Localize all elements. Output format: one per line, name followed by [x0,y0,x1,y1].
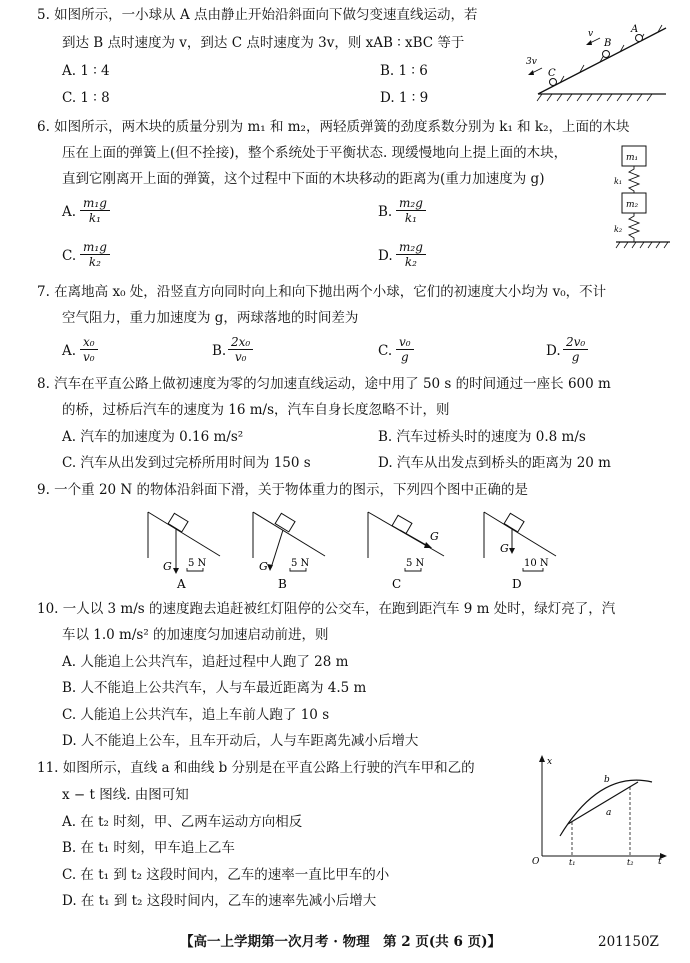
q6-spring-figure [612,142,674,260]
q6-option-b-fraction[interactable] [396,196,426,225]
q9-d-g-label: G [500,542,509,555]
q6-option-a-label[interactable]: A. [62,204,77,220]
footer-title: 【高一上学期第一次月考 · 物理 第 2 页(共 6 页)】 [180,934,501,950]
q7-option-a-num: x₀ [80,335,98,350]
q7-option-a-den: v₀ [83,350,95,364]
q11-label-t1: t₁ [569,858,576,867]
q11-option-c[interactable]: C. 在 t₁ 到 t₂ 这段时间内，乙车的速率一直比甲车的小 [62,867,390,883]
q7-stem-line1: 7. 在离地高 x₀ 处，沿竖直方向同时向上和向下抛出两个小球，它们的初速度大小均为 v₀，不计 [37,284,607,300]
q11-label-a: a [606,808,612,818]
q7-option-d-fraction[interactable] [563,335,588,364]
q9-figure-a[interactable] [140,508,230,590]
q10-option-c[interactable]: C. 人能追上公共汽车，追上车前人跑了 10 s [62,707,330,723]
q7-option-b-num: 2x₀ [228,335,253,350]
q9-a-letter: A [177,577,186,591]
q5-option-a[interactable]: A. 1 ∶ 4 [62,63,110,79]
q6-option-a-fraction[interactable] [80,196,110,225]
q8-stem-line1: 8. 汽车在平直公路上做初速度为零的匀加速直线运动，途中用了 50 s 的时间通过一座长 600 m [37,376,611,392]
q5-label-b: B [604,38,612,49]
q6-stem-line1: 6. 如图所示，两木块的质量分别为 m₁ 和 m₂，两轻质弹簧的劲度系数分别为 k₁ 和 k₂，上面的木块 [37,119,630,135]
q10-option-b[interactable]: B. 人不能追上公共汽车，人与车最近距离为 4.5 m [62,680,367,696]
q7-option-c-label[interactable]: C. [378,343,393,359]
q5-label-a: A [631,24,639,35]
q7-option-c-fraction[interactable] [396,335,414,364]
q6-option-d-num: m₂g [396,240,426,255]
q6-option-c-num: m₁g [80,240,110,255]
q8-option-a[interactable]: A. 汽车的加速度为 0.16 m/s² [62,429,244,445]
q11-label-b: b [604,775,610,785]
q7-option-d-num: 2v₀ [563,335,588,350]
q10-option-a[interactable]: A. 人能追上公共汽车，追赶过程中人跑了 28 m [62,654,349,670]
q10-stem-line1: 10. 一人以 3 m/s 的速度跑去追赶被红灯阻停的公交车，在跑到距汽车 9 m 处时，绿灯亮了，汽 [37,601,616,617]
q7-option-a-label[interactable]: A. [62,343,77,359]
q6-option-a-num: m₁g [80,196,110,211]
q6-option-a-den: k₁ [88,211,101,225]
q6-option-b-label[interactable]: B. [378,204,393,220]
q6-label-k1: k₁ [614,177,623,186]
q6-option-b-den: k₁ [404,211,417,225]
q7-option-d-den: g [571,350,580,364]
q6-label-m1: m₁ [626,153,639,163]
q5-stem-line2: 到达 B 点时速度为 v，到达 C 点时速度为 3v，则 xAB ∶ xBC 等于 [62,35,465,51]
q11-axis-t-label: t [658,857,662,867]
q6-option-c-den: k₂ [88,255,101,269]
q5-stem-line1: 5. 如图所示，一小球从 A 点由静止开始沿斜面向下做匀变速直线运动，若 [37,7,478,23]
q5-label-v: v [588,29,594,39]
q6-stem-line3: 直到它刚离开上面的弹簧，这个过程中下面的木块移动的距离为(重力加速度为 g) [62,171,545,187]
q11-xt-graph [520,752,670,867]
q11-label-t2: t₂ [627,858,634,867]
q7-option-a-fraction[interactable] [80,335,98,364]
q9-d-scale-label: 10 N [524,558,549,569]
q9-b-letter: B [278,577,287,591]
q5-option-c[interactable]: C. 1 ∶ 8 [62,90,110,106]
q7-option-b-den: v₀ [234,350,247,364]
q6-option-d-fraction[interactable] [396,240,426,269]
q9-b-g-label: G [259,560,268,573]
q9-c-g-label: G [430,530,439,543]
q9-a-g-label: G [163,560,172,573]
q9-stem: 9. 一个重 20 N 的物体沿斜面下滑，关于物体重力的图示，下列四个图中正确的是 [37,482,529,498]
q8-stem-line2: 的桥，过桥后汽车的速度为 16 m/s，汽车自身长度忽略不计，则 [62,402,450,418]
footer-code: 201150Z [598,934,659,950]
q11-origin-label: O [532,857,540,867]
q11-option-d[interactable]: D. 在 t₁ 到 t₂ 这段时间内，乙车的速率先减小后增大 [62,893,377,909]
q10-stem-line2: 车以 1.0 m/s² 的加速度匀加速启动前进，则 [62,627,329,643]
q9-figure-b[interactable] [245,508,335,590]
q7-stem-line2: 空气阻力，重力加速度为 g，两球落地的时间差为 [62,310,359,326]
q5-label-3v: 3v [526,57,537,67]
q5-label-c: C [548,68,556,79]
q11-stem-line1: 11. 如图所示，直线 a 和曲线 b 分别是在平直公路上行驶的汽车甲和乙的 [37,760,475,776]
q11-line-a [568,782,638,824]
q9-figure-d[interactable] [476,508,566,590]
q9-figure-c[interactable] [360,508,456,590]
q6-option-c-label[interactable]: C. [62,248,77,264]
q6-option-d-den: k₂ [404,255,417,269]
q8-option-d[interactable]: D. 汽车从出发点到桥头的距离为 20 m [378,455,611,471]
q9-b-scale-label: 5 N [291,558,310,569]
q7-option-c-den: g [400,350,409,364]
q5-option-b[interactable]: B. 1 ∶ 6 [380,63,428,79]
q9-c-letter: C [392,577,402,591]
q9-c-scale-label: 5 N [406,558,425,569]
q9-a-scale-label: 5 N [188,558,207,569]
q6-option-c-fraction[interactable] [80,240,110,269]
q11-stem-line2: x − t 图线. 由图可知 [62,787,189,803]
q7-option-b-fraction[interactable] [228,335,253,364]
q9-d-letter: D [512,577,522,591]
q7-option-c-num: v₀ [396,335,414,350]
q6-option-b-num: m₂g [396,196,426,211]
q11-option-b[interactable]: B. 在 t₁ 时刻，甲车追上乙车 [62,840,235,856]
q5-incline-figure [520,6,670,102]
q11-axis-x-label: x [547,757,553,767]
q6-stem-line2: 压在上面的弹簧上(但不拴接)，整个系统处于平衡状态. 现缓慢地向上提上面的木块， [62,145,568,161]
q6-label-k2: k₂ [614,225,623,234]
q8-option-b[interactable]: B. 汽车过桥头时的速度为 0.8 m/s [378,429,586,445]
q6-label-m2: m₂ [626,200,639,210]
q5-option-d[interactable]: D. 1 ∶ 9 [380,90,429,106]
q11-option-a[interactable]: A. 在 t₂ 时刻，甲、乙两车运动方向相反 [62,814,303,830]
q6-option-d-label[interactable]: D. [378,248,393,264]
q10-option-d[interactable]: D. 人不能追上公车，且车开动后，人与车距离先减小后增大 [62,733,419,749]
q7-option-d-label[interactable]: D. [546,343,561,359]
q7-option-b-label[interactable]: B. [212,343,227,359]
q8-option-c[interactable]: C. 汽车从出发到过完桥所用时间为 150 s [62,455,311,471]
